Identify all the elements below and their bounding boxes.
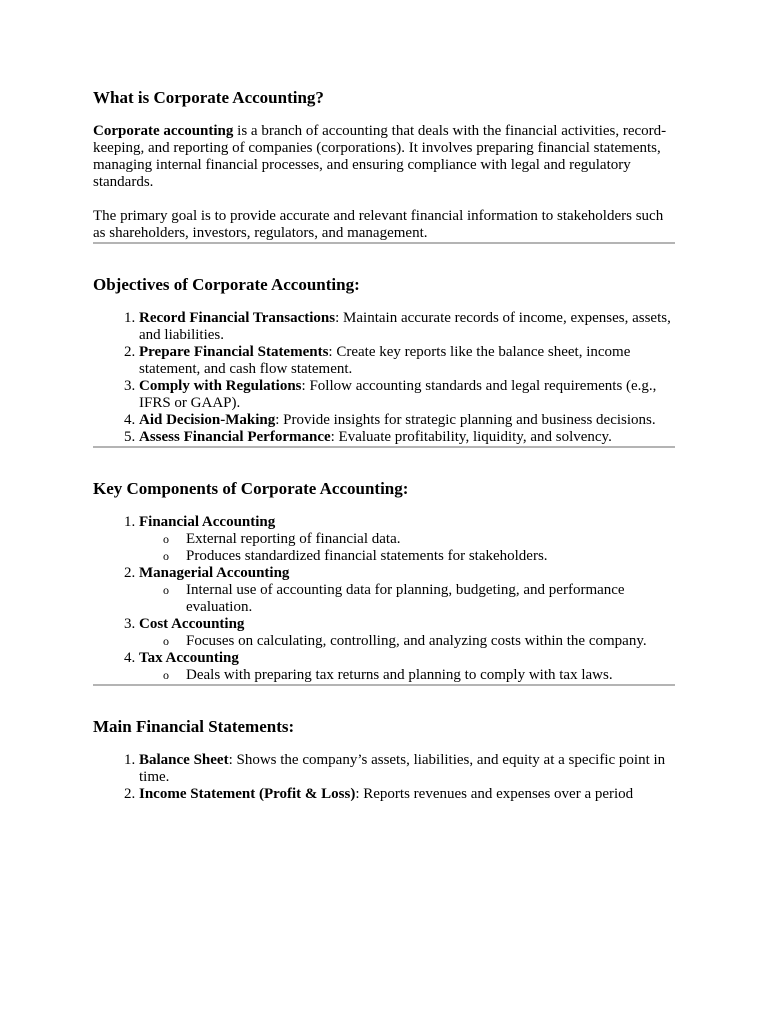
section-divider <box>93 684 675 686</box>
component-subitem <box>163 667 675 684</box>
statement-item-title: Income Statement (Profit & Loss) <box>139 786 356 802</box>
objective-item-title: Prepare Financial Statements <box>139 344 329 360</box>
heading-objectives: Objectives of Corporate Accounting: <box>93 275 360 294</box>
objectives-list <box>93 310 675 446</box>
component-item-title: Managerial Accounting <box>139 565 290 581</box>
objective-item-title: Comply with Regulations <box>139 378 302 394</box>
objective-item-title: Record Financial Transactions <box>139 310 336 326</box>
objective-item-title: Assess Financial Performance <box>139 429 331 445</box>
component-sublist <box>139 633 675 650</box>
component-sublist <box>139 667 675 684</box>
objective-item-text: : Create key reports like the balance sheet, income statement, and cash flow statement. <box>139 344 631 377</box>
section-divider <box>93 446 675 448</box>
hollow-bullet-icon: o <box>163 634 169 648</box>
statement-item <box>139 752 675 786</box>
component-subitem-text: Internal use of accounting data for planning, budgeting, and performance evaluation. <box>186 582 625 615</box>
component-subitem-text: External reporting of financial data. <box>186 531 401 547</box>
heading-key-components: Key Components of Corporate Accounting: <box>93 479 409 498</box>
intro-paragraph-1 <box>93 123 675 191</box>
statement-item <box>139 786 675 803</box>
statements-list <box>93 752 675 803</box>
component-item <box>139 650 675 684</box>
intro-paragraph-2: The primary goal is to provide accurate and relevant financial information to stakeholders such as shareholders, investors, regulators, and management. <box>93 208 664 241</box>
objective-item <box>139 310 675 344</box>
objective-item <box>139 344 675 378</box>
hollow-bullet-icon: o <box>163 583 169 597</box>
component-subitem <box>163 548 675 565</box>
component-subitem <box>163 582 675 616</box>
hollow-bullet-icon: o <box>163 668 169 682</box>
objective-item-text: : Follow accounting standards and legal requirements (e.g., IFRS or GAAP). <box>139 378 657 411</box>
statement-item-title: Balance Sheet <box>139 752 229 768</box>
section-divider <box>93 242 675 244</box>
component-item <box>139 514 675 565</box>
component-item <box>139 565 675 616</box>
objective-item-title: Aid Decision-Making <box>139 412 276 428</box>
objective-item-text: : Maintain accurate records of income, expenses, assets, and liabilities. <box>139 310 671 343</box>
hollow-bullet-icon: o <box>163 532 169 546</box>
intro-paragraph-1-text: is a branch of accounting that deals with the financial activities, record-keeping, and reporting of companies (corporations). It involves preparing financial statements, managing internal financial processes, and ensuring compliance with legal and regulatory standards. <box>93 123 667 190</box>
objective-item-text: : Evaluate profitability, liquidity, and solvency. <box>330 429 612 445</box>
component-item-title: Tax Accounting <box>139 650 239 666</box>
objective-item-text: : Provide insights for strategic planning and business decisions. <box>275 412 656 428</box>
component-subitem-text: Focuses on calculating, controlling, and analyzing costs within the company. <box>186 633 647 649</box>
objective-item <box>139 412 675 429</box>
component-item-title: Financial Accounting <box>139 514 276 530</box>
heading-what-is-corporate-accounting: What is Corporate Accounting? <box>93 88 324 107</box>
statement-item-text: : Reports revenues and expenses over a period <box>355 786 634 802</box>
component-subitem-text: Produces standardized financial statements for stakeholders. <box>186 548 548 564</box>
component-subitem <box>163 531 675 548</box>
component-sublist <box>139 582 675 616</box>
objective-item <box>139 378 675 412</box>
component-subitem-text: Deals with preparing tax returns and planning to comply with tax laws. <box>186 667 613 683</box>
intro-bold-term: Corporate accounting <box>93 123 234 139</box>
objective-item <box>139 429 675 446</box>
component-item <box>139 616 675 650</box>
components-list <box>93 514 675 684</box>
component-sublist <box>139 531 675 565</box>
hollow-bullet-icon: o <box>163 549 169 563</box>
component-subitem <box>163 633 675 650</box>
heading-main-financial-statements: Main Financial Statements: <box>93 717 295 736</box>
component-item-title: Cost Accounting <box>139 616 245 632</box>
statement-item-text: : Shows the company’s assets, liabilities, and equity at a specific point in time. <box>139 752 666 785</box>
